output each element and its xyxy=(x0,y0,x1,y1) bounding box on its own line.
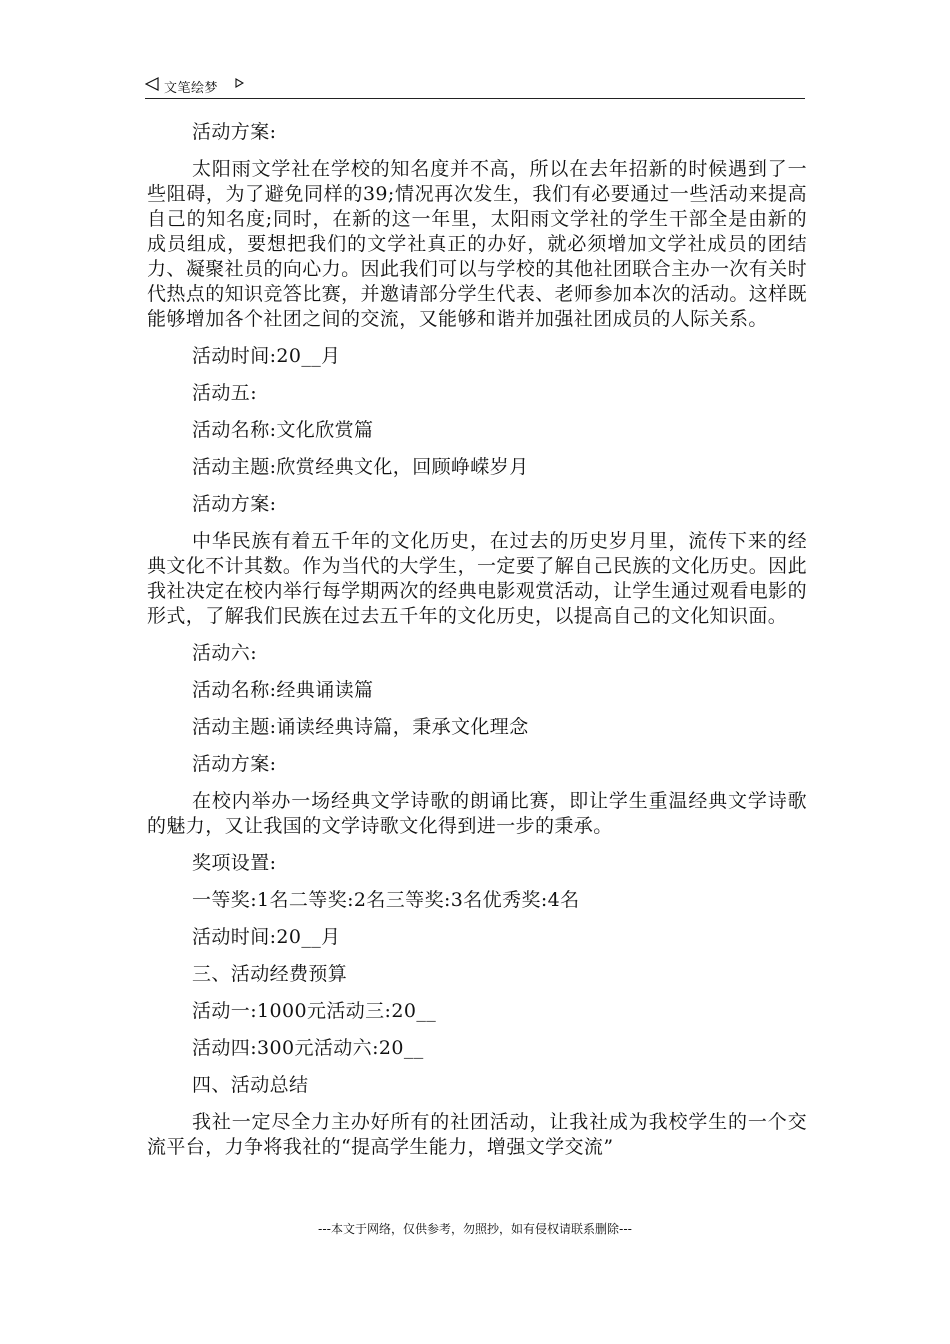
body-line: 活动名称:经典诵读篇 xyxy=(192,679,374,701)
body-paragraph: 我社一定尽全力主办好所有的社团活动，让我社成为我校学生的一个交流平台，力争将我社的“提高学生能力，增强文学交流” xyxy=(147,1111,807,1158)
body-paragraph: 在校内举办一场经典文学诗歌的朗诵比赛，即让学生重温经典文学诗歌的魅力，又让我国的文学诗歌文化得到进一步的秉承。 xyxy=(147,790,807,837)
body-line: 活动四:300元活动六:20__ xyxy=(192,1037,424,1059)
body-line: 四、活动总结 xyxy=(192,1074,309,1096)
triangle-left-icon xyxy=(145,77,159,91)
body-line: 活动时间:20__月 xyxy=(192,926,341,948)
body-line: 活动一:1000元活动三:20__ xyxy=(192,1000,437,1022)
triangle-right-icon xyxy=(235,78,244,88)
body-line: 活动五: xyxy=(192,382,258,404)
body-line: 活动方案: xyxy=(192,121,277,143)
body-line: 一等奖:1名二等奖:2名三等奖:3名优秀奖:4名 xyxy=(192,889,580,911)
body-paragraph: 中华民族有着五千年的文化历史，在过去的历史岁月里，流传下来的经典文化不计其数。作为当代的大学生，一定要了解自己民族的文化历史。因此我社决定在校内举行每学期两次的经典电影观赏活动，让学生通过观看电影的形式，了解我们民族在过去五千年的文化历史，以提高自己的文化知识面。 xyxy=(147,530,807,627)
header-brand: 文笔绘梦 xyxy=(164,81,219,96)
body-line: 三、活动经费预算 xyxy=(192,963,348,985)
body-line: 活动方案: xyxy=(192,753,277,775)
body-line: 活动方案: xyxy=(192,493,277,515)
body-line: 活动主题:欣赏经典文化，回顾峥嵘岁月 xyxy=(192,456,529,478)
body-line: 活动主题:诵读经典诗篇，秉承文化理念 xyxy=(192,716,529,738)
body-line: 奖项设置: xyxy=(192,852,277,874)
body-line: 活动六: xyxy=(192,642,258,664)
body-line: 活动时间:20__月 xyxy=(192,345,341,367)
body-paragraph: 太阳雨文学社在学校的知名度并不高，所以在去年招新的时候遇到了一些阻碍，为了避免同样的39;情况再次发生，我们有必要通过一些活动来提高自己的知名度;同时，在新的这一年里，太阳雨文学社的学生干部全是由新的成员组成，要想把我们的文学社真正的办好，就必须增加文学社成员的团结力、凝聚社员的向心力。因此我们可以与学校的其他社团联合主办一次有关时代热点的知识竞答比赛，并邀请部分学生代表、老师参加本次的活动。这样既能够增加各个社团之间的交流，又能够和谐并加强社团成员的人际关系。 xyxy=(147,158,807,330)
body-line: 活动名称:文化欣赏篇 xyxy=(192,419,374,441)
page-footer: ---本文于网络，仅供参考，勿照抄，如有侵权请联系删除--- xyxy=(318,1222,632,1236)
document-body xyxy=(147,120,807,1172)
page-header xyxy=(145,74,805,99)
